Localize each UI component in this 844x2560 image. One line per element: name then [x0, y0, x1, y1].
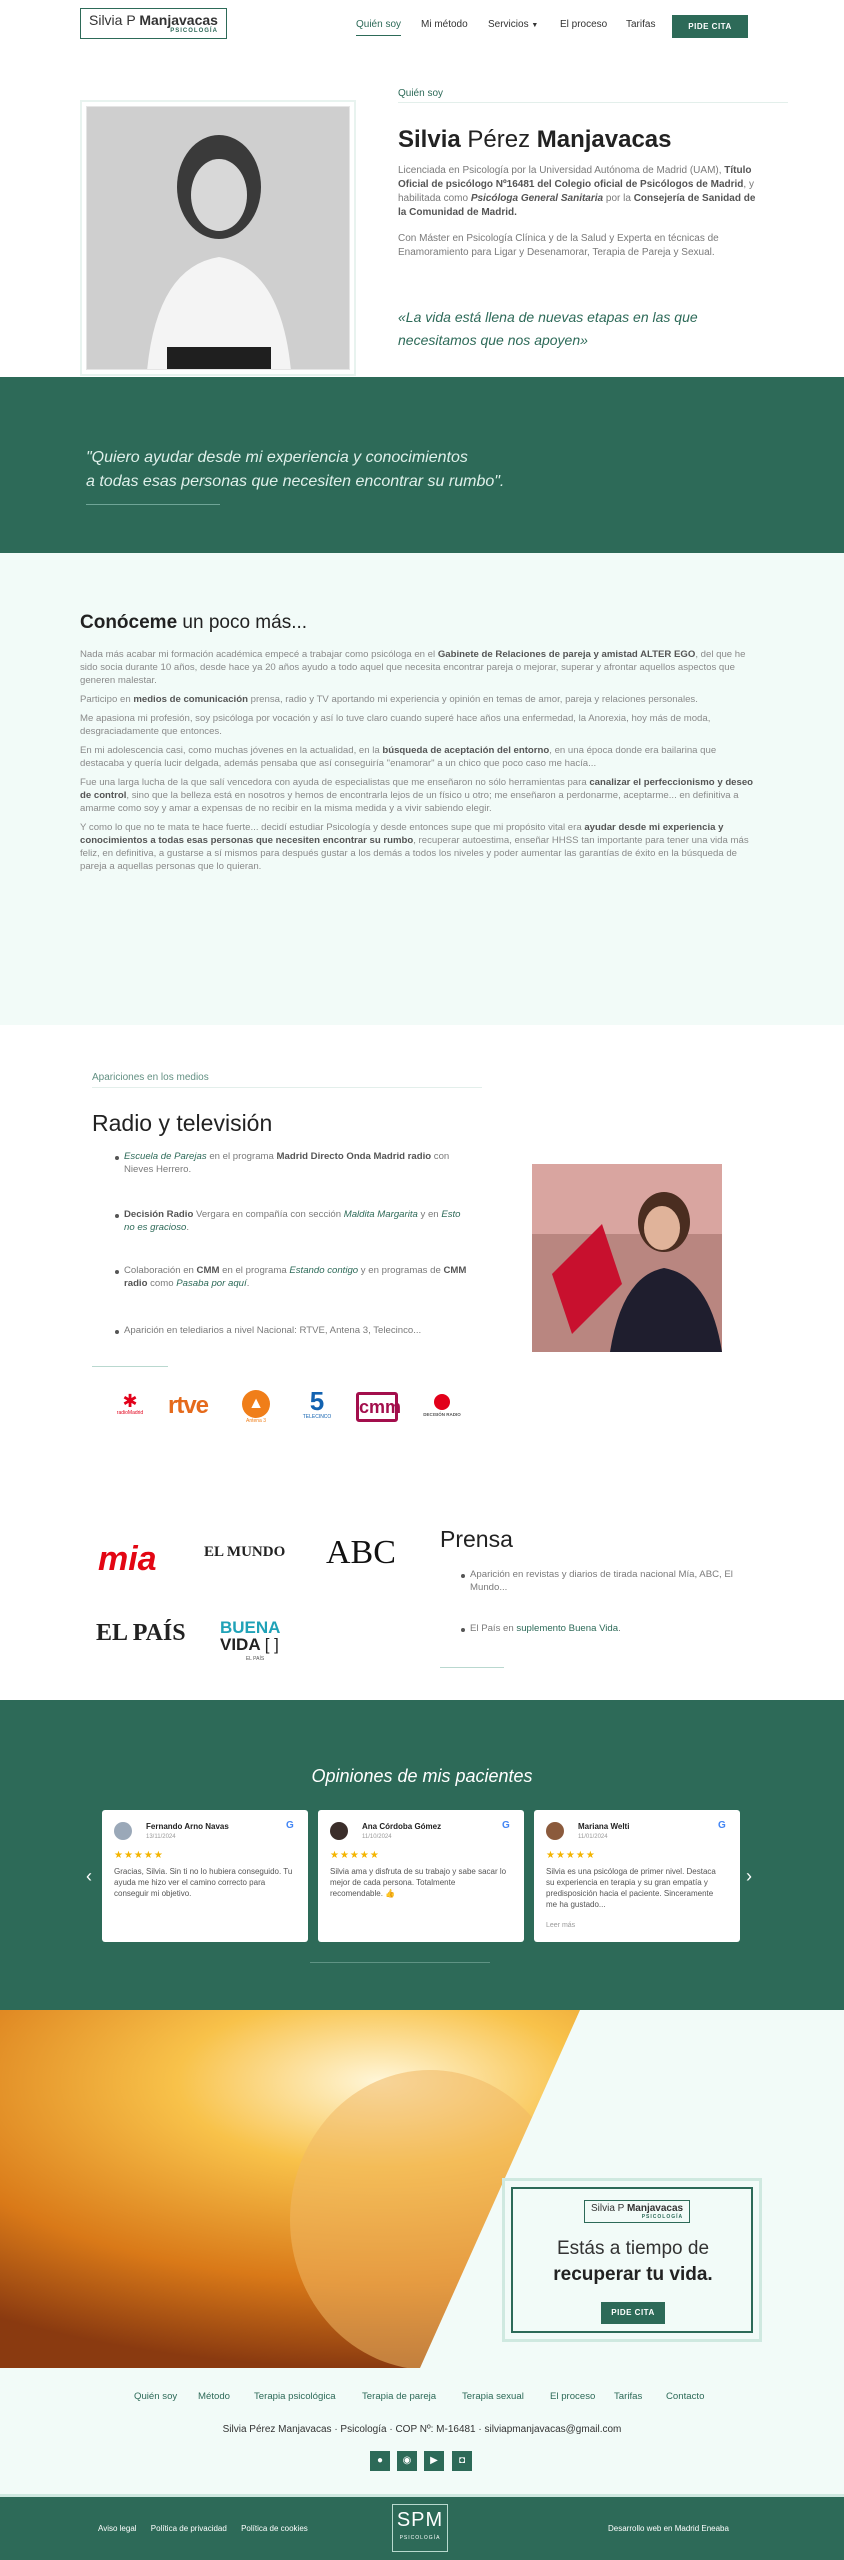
review-text: Gracias, Silvia. Sin ti no lo hubiera conseguido. Tu ayuda me hizo ver el camino correcto para conseguir mi objetivo.	[114, 1867, 293, 1898]
legal-aviso[interactable]: Aviso legal	[98, 2524, 137, 2533]
media-bullet-2: Decisión Radio Vergara en compañía con sección Maldita Margarita y en Esto no es gracioso.	[124, 1209, 461, 1233]
radio-studio-photo	[532, 1164, 722, 1352]
telecinco-label: TELECINCO	[302, 1414, 332, 1420]
press-title: Prensa	[440, 1526, 513, 1552]
hero-cta-logo: Silvia P Manjavacas PSICOLOGÍA	[584, 2200, 690, 2223]
buena-vida-logo	[220, 1620, 290, 1662]
review-stars: ★★★★★	[546, 1850, 596, 1861]
bullet-icon	[458, 1570, 468, 1580]
mia-logo: mia	[98, 1540, 157, 1578]
buena-vida-el-pais: EL PAÍS	[245, 1656, 265, 1662]
instagram-icon[interactable]: ◘	[452, 2451, 472, 2471]
review-date: 11/01/2024	[578, 1834, 608, 1840]
spotify-icon[interactable]: ●	[370, 2451, 390, 2471]
rtve-logo: rtve	[168, 1392, 209, 1419]
review-card	[534, 1810, 740, 1942]
buena-vida-line-2: VIDA [ ]	[220, 1635, 279, 1654]
antena3-icon: ▲	[242, 1390, 270, 1418]
about-heading	[398, 126, 672, 154]
footer-link-terapia-sexual[interactable]: Terapia sexual	[462, 2391, 524, 2402]
star-burst-icon: ✱	[122, 1391, 138, 1411]
pide-cita-button[interactable]: PIDE CITA	[672, 15, 748, 38]
antena3-label: Antena 3	[245, 1418, 267, 1424]
antena3-logo	[236, 1390, 276, 1424]
band-quote-line-2: a todas esas personas que necesiten encontrar su rumbo".	[86, 473, 505, 490]
footer-logo-subtitle: PSICOLOGÍA	[399, 2535, 441, 2541]
conoceme-p1: Nada más acabar mi formación académica empecé a trabajar como psicóloga en el Gabinete de Relaciones de pareja y amistad ALTER EGO, del que he sido socia durante 10 años, desde hace ya 20 años ayudo a todo aquel que necesita encontrar pareja o mejorar, superar y afrontar aquellos aspectos que generen malestar.	[80, 649, 746, 686]
conoceme-body	[80, 648, 762, 873]
bullet-icon	[112, 1326, 122, 1336]
conoceme-p6: Y como lo que no te mata te hace fuerte... decidí estudiar Psicología y desde entonces supe que mi propósito vital era ayudar desde mi experiencia y conocimientos a todas esas personas que necesiten encontrar su rumbo, recuperar autoestima, enseñar HHSS tan importante para tener una vida más feliz, en definitiva, a gustarse a sí mismos para después gustar a los demás a todos los niveles y poder aumentar las garantías de éxito en la búsqueda de pareja a aquellas personas que lo quieran.	[80, 822, 749, 872]
read-more-link[interactable]: Leer más	[546, 1922, 576, 1929]
avatar	[114, 1822, 132, 1840]
google-icon: G	[502, 1820, 510, 1831]
conoceme-p2: Participo en medios de comunicación prensa, radio y TV aportando mi experiencia y opinión en temas de amor, pareja y relaciones personales.	[80, 694, 698, 705]
footer-bottom-rule	[0, 2494, 844, 2497]
nav-tarifas[interactable]: Tarifas	[626, 19, 656, 30]
press-divider	[440, 1667, 504, 1668]
review-card	[318, 1810, 524, 1942]
chevron-down-icon: ▼	[531, 22, 539, 29]
review-text: Silvia es una psicóloga de primer nivel. Destaca su experiencia en terapia y su gran empatía y predisposición hacia el paciente. Sinceramente me ha gustado...	[546, 1867, 716, 1909]
footer-link-metodo[interactable]: Método	[198, 2391, 230, 2402]
review-stars: ★★★★★	[330, 1850, 380, 1861]
nav-el-proceso[interactable]: El proceso	[560, 19, 608, 30]
name-first: Silvia	[398, 126, 461, 153]
footer-logo-initials: SPM	[396, 2509, 444, 2531]
hero-cta-line-1: Estás a tiempo de	[556, 2238, 710, 2259]
footer-link-tarifas[interactable]: Tarifas	[614, 2391, 643, 2402]
press-bullet-1: Aparición en revistas y diarios de tirada nacional Mía, ABC, El Mundo...	[470, 1569, 733, 1593]
decision-radio-logo	[420, 1394, 464, 1417]
google-icon: G	[286, 1820, 294, 1831]
telecinco-logo	[296, 1388, 338, 1420]
name-last: Manjavacas	[536, 126, 672, 153]
conoceme-p3: Me apasiona mi profesión, soy psicóloga por vocación y así lo tuve claro cuando superé hace años una enfermedad, la Anorexia, hoy más de moda, desgraciadamente que entonces.	[80, 713, 711, 737]
logo-subtitle: PSICOLOGÍA	[170, 28, 218, 34]
cmm-logo: cmm	[356, 1392, 398, 1422]
media-eyebrow: Apariciones en los medios	[92, 1072, 209, 1083]
band-divider	[86, 504, 220, 505]
logo-name-regular: Silvia P	[89, 12, 140, 28]
media-eyebrow-divider	[92, 1087, 482, 1088]
review-card	[102, 1810, 308, 1942]
review-date: 13/11/2024	[146, 1834, 176, 1840]
footer-logo[interactable]	[392, 2504, 448, 2552]
about-eyebrow: Quién soy	[398, 88, 444, 99]
hero-pide-cita-button[interactable]: PIDE CITA	[601, 2302, 665, 2324]
footer-link-terapia-psicologica[interactable]: Terapia psicológica	[254, 2391, 336, 2402]
reviewer-name: Ana Córdoba Gómez	[362, 1822, 442, 1831]
reviews-divider	[310, 1962, 490, 1963]
conoceme-title-rest: un poco más...	[177, 612, 308, 633]
nav-servicios-label: Servicios	[488, 19, 529, 30]
about-masters: Con Máster en Psicología Clínica y de la Salud y Experta en técnicas de Enamoramiento para Ligar y Desenamorar, Terapia de Pareja y Sexual.	[398, 233, 719, 258]
decision-radio-label: DECISIÓN RADIO	[423, 1412, 461, 1417]
band-quote-line-1: "Quiero ayudar desde mi experiencia y conocimientos	[86, 449, 468, 466]
band-quote	[86, 446, 606, 494]
media-title: Radio y televisión	[92, 1110, 273, 1136]
buena-vida-line-1: BUENA	[220, 1618, 281, 1637]
footer-link-terapia-pareja[interactable]: Terapia de pareja	[362, 2391, 437, 2402]
about-eyebrow-divider	[398, 102, 788, 103]
about-quote: «La vida está llena de nuevas etapas en las que necesitamos que nos apoyen»	[398, 309, 698, 348]
avatar	[330, 1822, 348, 1840]
radio-madrid-logo	[110, 1392, 150, 1416]
footer-link-quien-soy[interactable]: Quién soy	[134, 2391, 178, 2402]
nav-servicios[interactable]	[488, 19, 538, 30]
footer-link-el-proceso[interactable]: El proceso	[550, 2391, 596, 2402]
media-bullet-3: Colaboración en CMM en el programa Estando contigo y en programas de CMM radio como Pasaba por aquí.	[124, 1265, 467, 1289]
review-date: 11/10/2024	[362, 1834, 392, 1840]
bullet-icon	[112, 1210, 122, 1220]
logo-name-bold: Manjavacas	[139, 12, 218, 28]
footer-link-contacto[interactable]: Contacto	[666, 2391, 705, 2402]
media-bullet-4: Aparición en telediarios a nivel Nacional: RTVE, Antena 3, Telecinco...	[124, 1325, 422, 1336]
radio-madrid-label: radioMadrid	[116, 1410, 144, 1416]
decision-radio-icon	[434, 1394, 450, 1410]
press-bullet-2: El País en suplemento Buena Vida.	[470, 1623, 621, 1634]
conoceme-title	[80, 612, 307, 634]
abc-logo: ABC	[326, 1534, 396, 1571]
nav-quien-soy[interactable]: Quién soy	[356, 19, 401, 36]
reviews-title: Opiniones de mis pacientes	[311, 1766, 533, 1786]
legal-links	[98, 2524, 308, 2533]
bullet-icon	[112, 1266, 122, 1276]
about-credentials: Licenciada en Psicología por la Universidad Autónoma de Madrid (UAM), Título Oficial de psicólogo Nº16481 del Colegio oficial de Psicólogos de Madrid, y habilitada como Psicóloga General Sanitaria por la Consejería de Sanidad de la Comunidad de Madrid.	[398, 165, 756, 218]
nav-mi-metodo[interactable]: Mi método	[421, 19, 468, 30]
bullet-icon	[112, 1152, 122, 1162]
podcast-icon[interactable]: ◉	[397, 2451, 417, 2471]
avatar	[546, 1822, 564, 1840]
review-stars: ★★★★★	[114, 1850, 164, 1861]
footer-contact-line: Silvia Pérez Manjavacas · Psicología · COP Nº: M-16481 · silviapmanjavacas@gmail.com	[222, 2424, 622, 2435]
media-bullet-1: Escuela de Parejas en el programa Madrid Directo Onda Madrid radio con Nieves Herrero.	[124, 1151, 450, 1175]
legal-privacidad[interactable]: Política de privacidad	[150, 2524, 227, 2533]
footer-credit[interactable]: Desarrollo web en Madrid Eneaba	[608, 2524, 729, 2533]
conoceme-p4: En mi adolescencia casi, como muchas jóvenes en la actualidad, en la búsqueda de aceptación del entorno, en una época donde era bailarina que destacaba y quería lucir delgada, además pensaba que así conseguiría "enamorar" a un chico que poco caso me hacía...	[80, 745, 717, 769]
review-text: Silvia ama y disfruta de su trabajo y sabe sacar lo mejor de cada persona. Totalmente recomendable. 👍	[330, 1867, 507, 1898]
buena-vida-line-2-text: VIDA	[220, 1635, 260, 1654]
conoceme-title-bold: Conóceme	[80, 612, 178, 633]
portrait-photo	[86, 106, 350, 370]
conoceme-p5: Fue una larga lucha de la que salí vencedora con ayuda de especialistas que me enseñaron no sólo herramientas para canalizar el perfeccionismo y deseo de control, sino que la belleza está en nosotros y hemos de encontrarla lejos de un físico u otro; me enseñaron a perdonarme, aceptarme... en definitiva a amarme como soy y amar a expensas de no recibir en la misma medida y a vivir sabiendo elegir.	[80, 777, 754, 814]
name-middle: Pérez	[460, 126, 537, 153]
carousel-prev-icon[interactable]: ‹	[86, 1866, 92, 1886]
legal-cookies[interactable]: Política de cookies	[241, 2524, 308, 2533]
hero-cta-line-2: recuperar tu vida.	[553, 2264, 713, 2285]
bullet-icon	[458, 1624, 468, 1634]
reviewer-name: Fernando Arno Navas	[146, 1822, 229, 1831]
google-icon: G	[718, 1820, 726, 1831]
youtube-icon[interactable]: ▶	[424, 2451, 444, 2471]
telecinco-five-icon: 5	[309, 1386, 325, 1416]
media-divider	[92, 1366, 168, 1367]
reviewer-name: Mariana Welti	[578, 1822, 630, 1831]
site-header	[0, 0, 844, 54]
el-mundo-logo: EL MUNDO	[204, 1544, 286, 1560]
el-pais-logo: EL PAÍS	[96, 1620, 186, 1646]
carousel-next-icon[interactable]: ›	[746, 1866, 752, 1886]
site-logo[interactable]	[80, 8, 227, 39]
